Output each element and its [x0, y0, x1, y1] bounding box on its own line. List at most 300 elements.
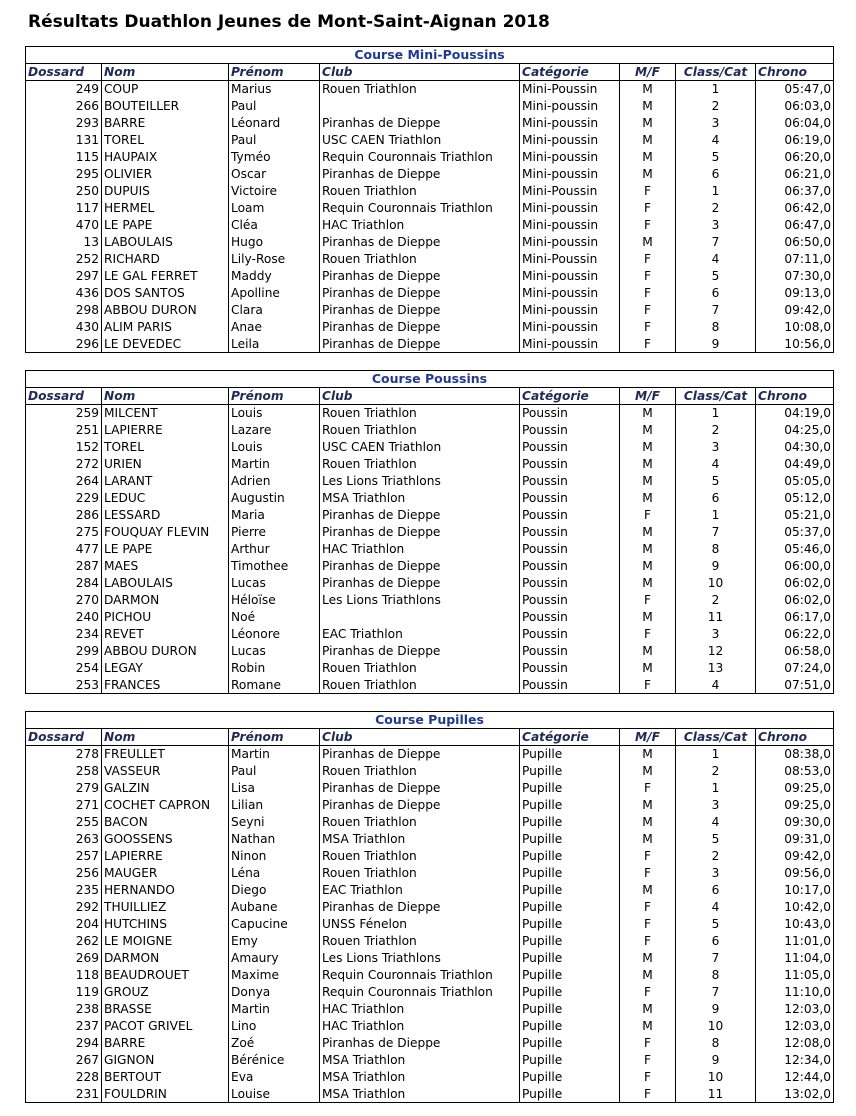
cell-dossard: 295 [26, 166, 102, 183]
cell-mf: M [620, 1001, 676, 1018]
cell-club: Piranhas de Dieppe [320, 166, 520, 183]
cell-chrono: 12:03,0 [756, 1018, 834, 1035]
cell-classcat: 3 [676, 797, 756, 814]
cell-club: Piranhas de Dieppe [320, 302, 520, 319]
cell-classcat: 3 [676, 217, 756, 234]
cell-dossard: 293 [26, 115, 102, 132]
cell-classcat: 11 [676, 1086, 756, 1103]
cell-categorie: Poussin [520, 626, 620, 643]
cell-club: Les Lions Triathlons [320, 950, 520, 967]
cell-dossard: 279 [26, 780, 102, 797]
cell-mf: M [620, 814, 676, 831]
cell-mf: M [620, 609, 676, 626]
cell-classcat: 9 [676, 558, 756, 575]
cell-nom: GROUZ [102, 984, 229, 1001]
cell-club: Piranhas de Dieppe [320, 524, 520, 541]
cell-dossard: 231 [26, 1086, 102, 1103]
table-row [26, 422, 834, 439]
cell-dossard: 270 [26, 592, 102, 609]
cell-club: MSA Triathlon [320, 1069, 520, 1086]
cell-nom: BERTOUT [102, 1069, 229, 1086]
table-row [26, 592, 834, 609]
table-row [26, 609, 834, 626]
cell-classcat: 1 [676, 780, 756, 797]
cell-club: HAC Triathlon [320, 541, 520, 558]
cell-classcat: 10 [676, 1018, 756, 1035]
cell-club: Piranhas de Dieppe [320, 285, 520, 302]
cell-mf: M [620, 132, 676, 149]
cell-classcat: 8 [676, 967, 756, 984]
cell-mf: M [620, 81, 676, 98]
header-prenom: Prénom [229, 729, 320, 746]
cell-prenom: Apolline [229, 285, 320, 302]
cell-club: Rouen Triathlon [320, 677, 520, 694]
cell-classcat: 5 [676, 268, 756, 285]
cell-prenom: Léonard [229, 115, 320, 132]
table-row [26, 643, 834, 660]
cell-chrono: 06:19,0 [756, 132, 834, 149]
cell-dossard: 234 [26, 626, 102, 643]
cell-categorie: Mini-poussin [520, 234, 620, 251]
cell-club: Piranhas de Dieppe [320, 643, 520, 660]
cell-chrono: 09:42,0 [756, 302, 834, 319]
cell-categorie: Mini-Poussin [520, 81, 620, 98]
cell-chrono: 08:53,0 [756, 763, 834, 780]
header-classcat: Class/Cat [676, 64, 756, 81]
cell-mf: F [620, 899, 676, 916]
results-table [25, 711, 834, 1103]
cell-prenom: Lucas [229, 643, 320, 660]
table-row [26, 848, 834, 865]
cell-classcat: 10 [676, 1069, 756, 1086]
header-prenom: Prénom [229, 388, 320, 405]
cell-mf: M [620, 660, 676, 677]
cell-dossard: 254 [26, 660, 102, 677]
table-row [26, 626, 834, 643]
table-row [26, 98, 834, 115]
cell-club: Piranhas de Dieppe [320, 899, 520, 916]
table-row [26, 541, 834, 558]
cell-dossard: 267 [26, 1052, 102, 1069]
cell-club [320, 609, 520, 626]
cell-categorie: Pupille [520, 1069, 620, 1086]
cell-classcat: 1 [676, 183, 756, 200]
cell-prenom: Martin [229, 456, 320, 473]
cell-prenom: Eva [229, 1069, 320, 1086]
cell-categorie: Poussin [520, 405, 620, 422]
cell-nom: VASSEUR [102, 763, 229, 780]
cell-classcat: 5 [676, 916, 756, 933]
cell-mf: F [620, 336, 676, 353]
cell-nom: ABBOU DURON [102, 643, 229, 660]
cell-club: Les Lions Triathlons [320, 473, 520, 490]
cell-mf: F [620, 848, 676, 865]
header-club: Club [320, 388, 520, 405]
cell-club: EAC Triathlon [320, 626, 520, 643]
cell-mf: M [620, 473, 676, 490]
cell-prenom: Paul [229, 763, 320, 780]
cell-classcat: 10 [676, 575, 756, 592]
cell-chrono: 10:08,0 [756, 319, 834, 336]
cell-nom: LE GAL FERRET [102, 268, 229, 285]
cell-chrono: 06:02,0 [756, 592, 834, 609]
column-headers [26, 388, 834, 405]
cell-prenom: Loam [229, 200, 320, 217]
cell-prenom: Robin [229, 660, 320, 677]
cell-chrono: 05:46,0 [756, 541, 834, 558]
cell-club: Piranhas de Dieppe [320, 797, 520, 814]
cell-mf: M [620, 882, 676, 899]
cell-chrono: 04:30,0 [756, 439, 834, 456]
cell-club: Rouen Triathlon [320, 660, 520, 677]
cell-mf: M [620, 405, 676, 422]
cell-mf: M [620, 422, 676, 439]
cell-categorie: Pupille [520, 1086, 620, 1103]
cell-club: Piranhas de Dieppe [320, 336, 520, 353]
cell-prenom: Martin [229, 1001, 320, 1018]
cell-chrono: 10:43,0 [756, 916, 834, 933]
cell-categorie: Poussin [520, 609, 620, 626]
header-dossard: Dossard [26, 729, 102, 746]
header-mf: M/F [620, 64, 676, 81]
cell-dossard: 259 [26, 405, 102, 422]
cell-dossard: 229 [26, 490, 102, 507]
cell-chrono: 11:10,0 [756, 984, 834, 1001]
cell-club: Piranhas de Dieppe [320, 575, 520, 592]
cell-nom: GIGNON [102, 1052, 229, 1069]
cell-classcat: 12 [676, 643, 756, 660]
cell-classcat: 6 [676, 166, 756, 183]
cell-dossard: 269 [26, 950, 102, 967]
cell-classcat: 6 [676, 285, 756, 302]
cell-prenom: Donya [229, 984, 320, 1001]
cell-dossard: 204 [26, 916, 102, 933]
cell-mf: M [620, 763, 676, 780]
cell-dossard: 152 [26, 439, 102, 456]
cell-dossard: 252 [26, 251, 102, 268]
cell-chrono: 11:04,0 [756, 950, 834, 967]
cell-classcat: 11 [676, 609, 756, 626]
cell-club: MSA Triathlon [320, 831, 520, 848]
results-table [25, 46, 834, 353]
cell-categorie: Pupille [520, 899, 620, 916]
cell-categorie: Poussin [520, 575, 620, 592]
cell-chrono: 10:56,0 [756, 336, 834, 353]
header-club: Club [320, 64, 520, 81]
cell-club: Requin Couronnais Triathlon [320, 149, 520, 166]
cell-mf: M [620, 575, 676, 592]
table-row [26, 473, 834, 490]
course-title: Course Pupilles [26, 712, 834, 729]
table-row [26, 950, 834, 967]
cell-mf: F [620, 677, 676, 694]
cell-prenom: Lisa [229, 780, 320, 797]
cell-categorie: Pupille [520, 916, 620, 933]
cell-classcat: 4 [676, 132, 756, 149]
cell-classcat: 4 [676, 677, 756, 694]
table-row [26, 797, 834, 814]
cell-chrono: 06:02,0 [756, 575, 834, 592]
cell-categorie: Poussin [520, 541, 620, 558]
cell-mf: M [620, 1018, 676, 1035]
cell-chrono: 04:19,0 [756, 405, 834, 422]
cell-nom: GOOSSENS [102, 831, 229, 848]
cell-classcat: 7 [676, 234, 756, 251]
table-row [26, 780, 834, 797]
cell-mf: F [620, 319, 676, 336]
cell-nom: MAES [102, 558, 229, 575]
cell-prenom: Maddy [229, 268, 320, 285]
cell-nom: BOUTEILLER [102, 98, 229, 115]
table-row [26, 183, 834, 200]
cell-prenom: Timothee [229, 558, 320, 575]
header-chrono: Chrono [756, 388, 834, 405]
cell-prenom: Pierre [229, 524, 320, 541]
cell-categorie: Pupille [520, 882, 620, 899]
table-row [26, 933, 834, 950]
cell-prenom: Victoire [229, 183, 320, 200]
cell-chrono: 09:30,0 [756, 814, 834, 831]
cell-prenom: Maria [229, 507, 320, 524]
cell-nom: LABOULAIS [102, 575, 229, 592]
cell-dossard: 430 [26, 319, 102, 336]
cell-chrono: 13:02,0 [756, 1086, 834, 1103]
cell-club: EAC Triathlon [320, 882, 520, 899]
cell-chrono: 07:11,0 [756, 251, 834, 268]
cell-prenom: Nathan [229, 831, 320, 848]
cell-classcat: 8 [676, 1035, 756, 1052]
cell-categorie: Poussin [520, 473, 620, 490]
header-classcat: Class/Cat [676, 388, 756, 405]
cell-dossard: 117 [26, 200, 102, 217]
header-nom: Nom [102, 64, 229, 81]
table-row [26, 132, 834, 149]
header-mf: M/F [620, 388, 676, 405]
cell-chrono: 09:42,0 [756, 848, 834, 865]
cell-club: MSA Triathlon [320, 490, 520, 507]
table-row [26, 217, 834, 234]
cell-classcat: 6 [676, 490, 756, 507]
cell-mf: F [620, 1086, 676, 1103]
cell-categorie: Poussin [520, 643, 620, 660]
table-row [26, 814, 834, 831]
column-headers [26, 729, 834, 746]
cell-nom: LE MOIGNE [102, 933, 229, 950]
cell-mf: F [620, 1052, 676, 1069]
cell-prenom: Capucine [229, 916, 320, 933]
header-nom: Nom [102, 388, 229, 405]
cell-club: Rouen Triathlon [320, 848, 520, 865]
header-categorie: Catégorie [520, 388, 620, 405]
cell-nom: BACON [102, 814, 229, 831]
cell-chrono: 07:24,0 [756, 660, 834, 677]
cell-mf: M [620, 558, 676, 575]
cell-nom: HERMEL [102, 200, 229, 217]
cell-classcat: 7 [676, 984, 756, 1001]
cell-categorie: Pupille [520, 1035, 620, 1052]
cell-nom: BRASSE [102, 1001, 229, 1018]
cell-chrono: 06:04,0 [756, 115, 834, 132]
table-row [26, 456, 834, 473]
cell-prenom: Ninon [229, 848, 320, 865]
cell-chrono: 11:01,0 [756, 933, 834, 950]
cell-chrono: 10:17,0 [756, 882, 834, 899]
cell-mf: M [620, 967, 676, 984]
column-headers [26, 64, 834, 81]
cell-club: Rouen Triathlon [320, 81, 520, 98]
table-row [26, 285, 834, 302]
cell-chrono: 09:56,0 [756, 865, 834, 882]
cell-nom: LABOULAIS [102, 234, 229, 251]
cell-categorie: Pupille [520, 848, 620, 865]
cell-classcat: 4 [676, 899, 756, 916]
header-dossard: Dossard [26, 64, 102, 81]
cell-categorie: Poussin [520, 507, 620, 524]
header-chrono: Chrono [756, 729, 834, 746]
cell-prenom: Cléa [229, 217, 320, 234]
cell-categorie: Poussin [520, 422, 620, 439]
cell-prenom: Aubane [229, 899, 320, 916]
cell-mf: M [620, 831, 676, 848]
cell-dossard: 119 [26, 984, 102, 1001]
cell-prenom: Louis [229, 439, 320, 456]
cell-mf: F [620, 251, 676, 268]
cell-prenom: Arthur [229, 541, 320, 558]
cell-categorie: Mini-poussin [520, 319, 620, 336]
table-row [26, 882, 834, 899]
cell-nom: LAPIERRE [102, 422, 229, 439]
course-title: Course Mini-Poussins [26, 47, 834, 64]
cell-prenom: Léonore [229, 626, 320, 643]
cell-mf: F [620, 626, 676, 643]
course-title: Course Poussins [26, 371, 834, 388]
table-row [26, 251, 834, 268]
cell-club: UNSS Fénelon [320, 916, 520, 933]
cell-classcat: 2 [676, 98, 756, 115]
table-row [26, 984, 834, 1001]
cell-categorie: Poussin [520, 592, 620, 609]
cell-categorie: Pupille [520, 797, 620, 814]
cell-nom: BEAUDROUET [102, 967, 229, 984]
cell-mf: F [620, 507, 676, 524]
table-row [26, 336, 834, 353]
cell-dossard: 278 [26, 746, 102, 763]
cell-dossard: 266 [26, 98, 102, 115]
cell-mf: F [620, 183, 676, 200]
cell-nom: DUPUIS [102, 183, 229, 200]
cell-chrono: 12:44,0 [756, 1069, 834, 1086]
cell-club: Piranhas de Dieppe [320, 780, 520, 797]
cell-classcat: 2 [676, 200, 756, 217]
cell-prenom: Marius [229, 81, 320, 98]
cell-dossard: 251 [26, 422, 102, 439]
cell-prenom: Oscar [229, 166, 320, 183]
cell-dossard: 292 [26, 899, 102, 916]
cell-prenom: Louis [229, 405, 320, 422]
cell-classcat: 9 [676, 336, 756, 353]
table-row [26, 524, 834, 541]
cell-categorie: Pupille [520, 967, 620, 984]
cell-nom: DARMON [102, 592, 229, 609]
cell-classcat: 5 [676, 149, 756, 166]
cell-categorie: Pupille [520, 763, 620, 780]
cell-prenom: Lucas [229, 575, 320, 592]
cell-nom: ALIM PARIS [102, 319, 229, 336]
cell-chrono: 11:05,0 [756, 967, 834, 984]
cell-categorie: Poussin [520, 677, 620, 694]
cell-club: Les Lions Triathlons [320, 592, 520, 609]
cell-dossard: 257 [26, 848, 102, 865]
cell-prenom: Noé [229, 609, 320, 626]
cell-club: Piranhas de Dieppe [320, 746, 520, 763]
cell-prenom: Héloïse [229, 592, 320, 609]
cell-club: Piranhas de Dieppe [320, 507, 520, 524]
page-title: Résultats Duathlon Jeunes de Mont-Saint-Aignan 2018 [28, 12, 550, 32]
header-categorie: Catégorie [520, 64, 620, 81]
cell-club: MSA Triathlon [320, 1052, 520, 1069]
table-row [26, 763, 834, 780]
cell-nom: COCHET CAPRON [102, 797, 229, 814]
cell-chrono: 06:20,0 [756, 149, 834, 166]
cell-dossard: 253 [26, 677, 102, 694]
section-mini-poussins [25, 46, 833, 353]
table-row [26, 1052, 834, 1069]
table-row [26, 831, 834, 848]
cell-mf: F [620, 1035, 676, 1052]
table-row [26, 558, 834, 575]
cell-nom: THUILLIEZ [102, 899, 229, 916]
cell-classcat: 8 [676, 319, 756, 336]
cell-classcat: 3 [676, 626, 756, 643]
cell-nom: MILCENT [102, 405, 229, 422]
cell-prenom: Louise [229, 1086, 320, 1103]
cell-chrono: 06:37,0 [756, 183, 834, 200]
cell-prenom: Maxime [229, 967, 320, 984]
cell-categorie: Pupille [520, 865, 620, 882]
cell-categorie: Mini-Poussin [520, 183, 620, 200]
cell-categorie: Poussin [520, 558, 620, 575]
cell-nom: FOULDRIN [102, 1086, 229, 1103]
cell-categorie: Mini-poussin [520, 302, 620, 319]
cell-mf: F [620, 592, 676, 609]
section-pupilles [25, 711, 833, 1103]
cell-nom: LE DEVEDEC [102, 336, 229, 353]
cell-chrono: 09:25,0 [756, 797, 834, 814]
cell-categorie: Mini-Poussin [520, 251, 620, 268]
cell-mf: F [620, 1069, 676, 1086]
cell-prenom: Romane [229, 677, 320, 694]
cell-categorie: Poussin [520, 524, 620, 541]
cell-categorie: Mini-poussin [520, 217, 620, 234]
cell-nom: LEGAY [102, 660, 229, 677]
cell-dossard: 271 [26, 797, 102, 814]
cell-classcat: 2 [676, 422, 756, 439]
cell-prenom: Léna [229, 865, 320, 882]
header-club: Club [320, 729, 520, 746]
cell-mf: M [620, 439, 676, 456]
cell-chrono: 12:34,0 [756, 1052, 834, 1069]
cell-classcat: 6 [676, 933, 756, 950]
results-table [25, 370, 834, 694]
table-row [26, 746, 834, 763]
table-row [26, 1086, 834, 1103]
cell-nom: DARMON [102, 950, 229, 967]
cell-prenom: Emy [229, 933, 320, 950]
cell-mf: M [620, 797, 676, 814]
header-mf: M/F [620, 729, 676, 746]
cell-dossard: 131 [26, 132, 102, 149]
cell-classcat: 2 [676, 763, 756, 780]
